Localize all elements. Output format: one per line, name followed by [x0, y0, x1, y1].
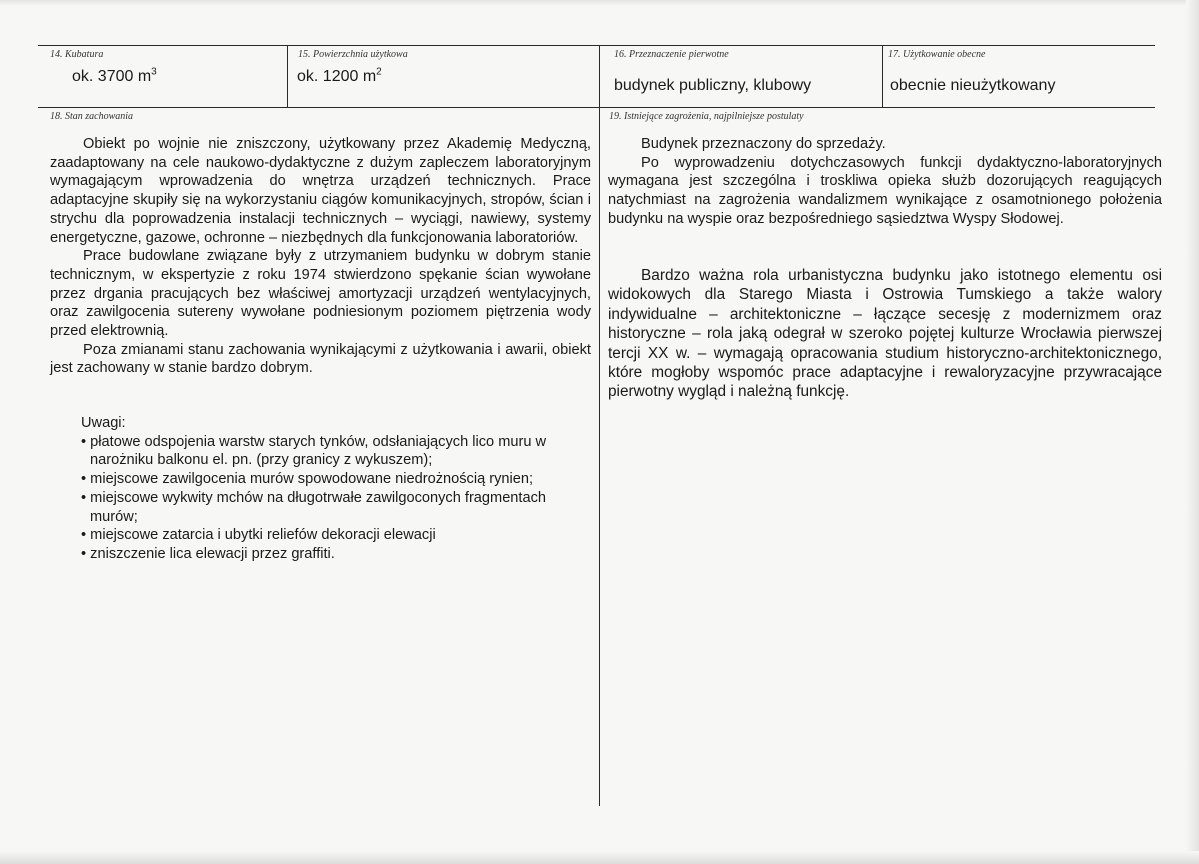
field-label-zagrozenia: 19. Istniejące zagrożenia, najpilniejsze postulaty	[609, 111, 804, 122]
postulat-text	[608, 266, 1162, 402]
scan-edge-bottom	[0, 851, 1199, 864]
top-rule	[38, 45, 1155, 46]
field-value-przeznaczenie: budynek publiczny, klubowy	[614, 77, 812, 94]
field-label-powierzchnia: 15. Powierzchnia użytkowa	[298, 49, 408, 60]
stan-paragraph: Poza zmianami stanu zachowania wynikającymi z użytkowania i awarii, obiekt jest zachowany w stanie bardzo dobrym.	[50, 341, 591, 377]
divider-16-17	[882, 45, 883, 107]
divider-14-15	[287, 45, 288, 107]
zagrozenia-paragraph: Po wyprowadzeniu dotychczasowych funkcji dydaktyczno-laboratoryjnych wymagana jest szczególna i troskliwa opieka służb dozorujących reagujących natychmiast na zagrożenia wandalizmem wynikające z osamotnionego położenia budynku na wyspie oraz bezpośredniego sąsiedztwa Wyspy Słodowej.	[608, 154, 1162, 227]
uwagi-item: • miejscowe wykwity mchów na długotrwałe zawilgoconych fragmentach murów;	[81, 489, 581, 526]
field-value-powierzchnia: ok. 1200 $m^2$	[297, 66, 382, 85]
stan-zachowania-text	[50, 135, 591, 378]
stan-paragraph: Obiekt po wojnie nie zniszczony, użytkowany przez Akademię Medyczną, zaadaptowany na cele naukowo-dydaktyczne z dużym zapleczem laboratoryjnym wymagającym wprowadzenia do wnętrza urządzeń technicznych. Prace adaptacyjne skupiły się na wykorzystaniu ciągów komunikacyjnych, stropów, ścian i strychu dla poprowadzenia instalacji technicznych – wyciągi, nawiewy, systemy energetyczne, gazowe, ochronne – niezbędnych dla funkcjonowania laboratoriów.	[50, 136, 591, 246]
scan-edge-top	[0, 0, 1199, 6]
uwagi-list	[81, 433, 581, 564]
field-value-uzytkowanie: obecnie nieużytkowany	[890, 77, 1056, 94]
field-label-uzytkowanie: 17. Użytkowanie obecne	[888, 49, 986, 60]
uwagi-title: Uwagi:	[81, 415, 126, 431]
uwagi-item: • miejscowe zatarcia i ubytki reliefów dekoracji elewacji	[81, 526, 581, 545]
field-label-stan: 18. Stan zachowania	[50, 111, 134, 122]
postulat-paragraph: Bardzo ważna rola urbanistyczna budynku jako istotnego elementu osi widokowych dla Starego Miasta i Ostrowia Tumskiego a także walory indywidualne – architektoniczne – łączące secesję z modernizmem oraz historyczne – rola jaką odegrał w szeroko pojętej kulturze Wrocławia pierwszej tercji XX w. – wymagają opracowania studium historyczno-architektonicznego, które mogłoby wspomóc prace adaptacyjne i rewaloryzacyjne przywracające pierwotny wygląd i należną funkcję.	[608, 267, 1162, 401]
uwagi-section	[81, 414, 581, 564]
field-label-kubatura: 14. Kubatura	[50, 49, 104, 60]
field-value-kubatura: ok. 3700 $m^3$	[72, 66, 157, 85]
zagrozenia-text	[608, 135, 1162, 229]
zagrozenia-paragraph: Budynek przeznaczony do sprzedaży.	[641, 136, 886, 152]
uwagi-item: • zniszczenie lica elewacji przez graffiti.	[81, 545, 581, 564]
uwagi-item: • miejscowe zawilgocenia murów spowodowane niedrożnością rynien;	[81, 470, 581, 489]
stan-paragraph: Prace budowlane związane były z utrzymaniem budynku w dobrym stanie technicznym, w ekspertyzie z roku 1974 stwierdzono spękanie ścian wywołane przez drgania pracujących bez właściwej amortyzacji urządzeń wentylacyjnych, oraz zawilgocenia sutereny wywołane podniesionym poziomem piętrzenia wody przed elektrownią.	[50, 248, 591, 340]
center-divider	[599, 45, 600, 806]
middle-rule	[38, 107, 1155, 108]
scan-edge-right	[1186, 0, 1199, 864]
uwagi-item: • płatowe odspojenia warstw starych tynków, odsłaniających lico muru w narożniku balkonu el. pn. (przy granicy z wykuszem);	[81, 433, 581, 470]
field-label-przeznaczenie: 16. Przeznaczenie pierwotne	[614, 49, 729, 60]
